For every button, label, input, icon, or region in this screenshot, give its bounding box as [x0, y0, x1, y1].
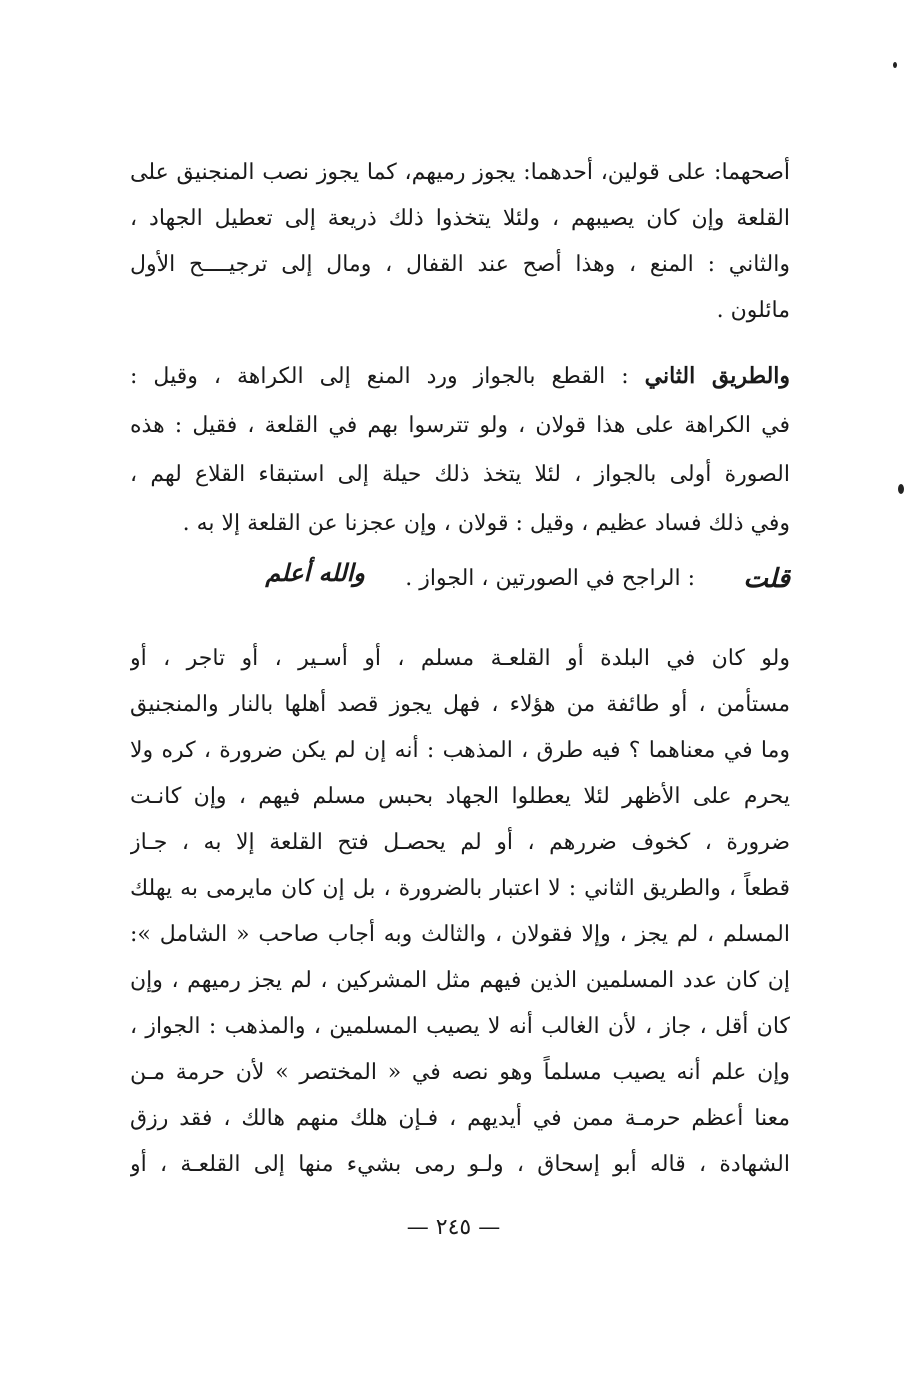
text-line: مائلون . [716, 298, 790, 323]
paragraph-lead: والطريق الثاني [644, 363, 790, 389]
text-line: ولو كان في البلدة أو القلعـة مسلم ، أو أسـير ، أو تاجر ، أو [130, 646, 790, 671]
text-line: وإن علم أنه يصيب مسلماً وهو نصه في « المختصر » لأن حرمة مـن [130, 1060, 790, 1085]
text-line: وما في معناهما ؟ فيه طرق ، المذهب : أنه إن لم يكن ضرورة ، كره ولا [130, 738, 790, 763]
text-line: والثاني : المنع ، وهذا أصح عند القفال ، ومال إلى ترجيــــح الأول [130, 252, 790, 277]
note-closing: والله أعلم [265, 558, 365, 587]
author-note [130, 558, 790, 608]
text-line: معنا أعظم حرمـة ممن في أيديهم ، فـإن هلك منهم هالك ، فقد رزق [130, 1106, 790, 1131]
text-line [130, 352, 790, 401]
text-line: أصحهما: على قولين، أحدهما: يجوز رميهم، كما يجوز نصب المنجنيق على [130, 160, 790, 185]
text-line: القلعة وإن كان يصيبهم ، ولئلا يتخذوا ذلك ذريعة إلى تعطيل الجهاد ، [130, 206, 790, 231]
scan-speck [898, 484, 904, 494]
text-line: الشهادة ، قاله أبو إسحاق ، ولـو رمى بشيء منها إلى القلعـة ، أو [130, 1152, 790, 1177]
text-line: قطعاً ، والطريق الثاني : لا اعتبار بالضرورة ، بل إن كان مايرمى به يهلك [130, 876, 790, 901]
text-line: المسلم ، لم يجز ، وإلا فقولان ، والثالث وبه أجاب صاحب « الشامل »: [130, 922, 790, 947]
text-line: كان أقل ، جاز ، لأن الغالب أنه لا يصيب المسلمين ، والمذهب : الجواز ، [130, 1014, 790, 1039]
text-line: ضرورة ، كخوف ضررهم ، أو لم يحصـل فتح القلعة إلا به ، جـاز [130, 830, 790, 855]
text-line: في الكراهة على هذا قولان ، ولو تترسوا بهم في القلعة ، فقيل : هذه [130, 413, 790, 438]
text-line: يحرم على الأظهر لئلا يعطلوا الجهاد بحبس مسلم فيهم ، وإن كانـت [130, 784, 790, 809]
paragraph-1 [130, 150, 790, 334]
scan-speck [893, 62, 897, 68]
text-line: إن كان عدد المسلمين الذين فيهم مثل المشركين ، لم يجز رميهم ، وإن [130, 968, 790, 993]
paragraph-3 [130, 636, 790, 1188]
note-text: : الراجح في الصورتين ، الجواز . [405, 566, 695, 591]
text-fragment: : القطع بالجواز ورد المنع إلى الكراهة ، وقيل : [130, 364, 629, 389]
text-line: وفي ذلك فساد عظيم ، وقيل : قولان ، وإن عجزنا عن القلعة إلا به . [182, 511, 790, 536]
text-line: الصورة أولى بالجواز ، لئلا يتخذ ذلك حيلة إلى استبقاء القلاع لهم ، [130, 462, 790, 487]
text-line: مستأمن ، أو طائفة من هؤلاء ، فهل يجوز قصد أهلها بالنار والمنجنيق [130, 692, 790, 717]
paragraph-2 [130, 352, 790, 548]
note-label: قلت [743, 564, 790, 594]
page-number: — ٢٤٥ — [406, 1215, 501, 1240]
